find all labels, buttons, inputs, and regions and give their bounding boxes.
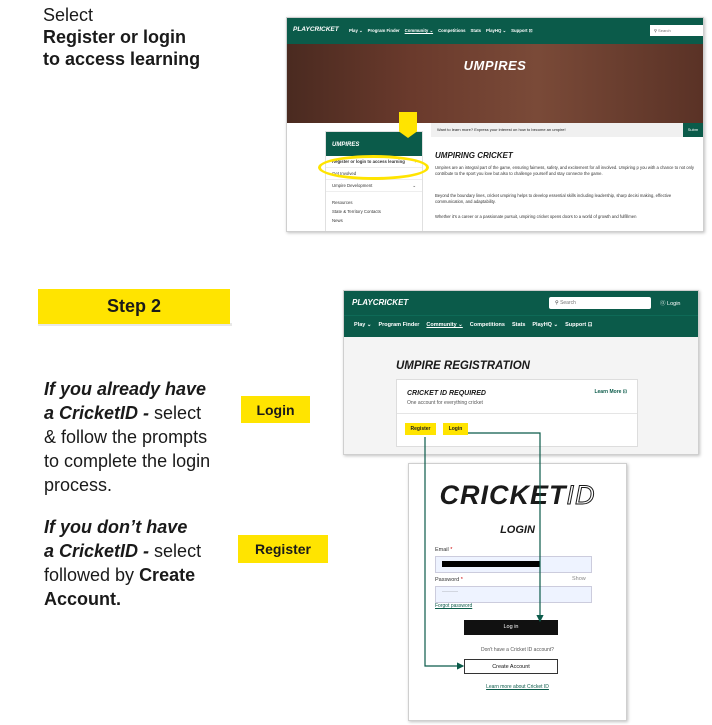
- nav-community[interactable]: Community ⌄: [426, 322, 463, 328]
- para2-create: Create: [139, 565, 196, 585]
- sidebar-item-resources[interactable]: Resources: [332, 200, 353, 205]
- intro-bold-line-2: to access learning: [43, 49, 201, 69]
- password-label-text: Password: [435, 577, 460, 583]
- nav-support[interactable]: Support ⊡: [511, 28, 533, 33]
- nav-community[interactable]: Community ⌄: [404, 28, 434, 33]
- sidebar-item-label: Register or login to access learning: [332, 159, 405, 164]
- divider: [397, 413, 637, 414]
- redacted-email: [442, 561, 540, 567]
- nav-links: [349, 28, 532, 34]
- playcricket-logo: PLAYCRICKET: [293, 26, 339, 33]
- intro-bold-line-1: Register or login: [43, 27, 187, 47]
- chevron-down-icon: ⌄: [412, 171, 416, 176]
- search-icon: ⚲: [555, 300, 561, 306]
- register-instructions: [44, 515, 201, 611]
- login-instructions: [44, 377, 210, 497]
- search-box[interactable]: [549, 297, 651, 309]
- para1-line-4: to complete the login: [44, 451, 211, 471]
- cricket-id-card: [396, 379, 638, 447]
- search-box[interactable]: [650, 25, 704, 36]
- page-title: UMPIRE REGISTRATION: [396, 360, 530, 372]
- body-paragraph-3: Whether it's a career or a passionate pursuit, umpiring cricket opens doors to a world of growth and fulfillmen: [435, 214, 637, 219]
- body-paragraph-1: Umpires are an integral part of the game, ensuring fairness, safety, and excitement for all involved. Umpiring p you with a chance to not only contribute to the sport you love but also to challenge yourself and stay connecte the game.: [435, 165, 694, 176]
- email-label-text: Email: [435, 547, 449, 553]
- password-label: [435, 577, 463, 583]
- login-button-callout: Login: [241, 396, 310, 423]
- email-field[interactable]: [435, 556, 592, 573]
- banner-text: Want to learn more? Express your interest on how to become an umpire!: [437, 127, 566, 132]
- submit-button[interactable]: Subm: [683, 123, 703, 137]
- show-password-toggle[interactable]: Show: [572, 576, 586, 582]
- section-heading: UMPIRING CRICKET: [435, 151, 513, 160]
- para1-select: select: [149, 403, 202, 423]
- sidebar-item-label: Umpire Development: [332, 183, 373, 188]
- nav-competitions[interactable]: Competitions: [438, 28, 466, 33]
- sidebar-item-contacts[interactable]: State & Territory Contacts: [332, 209, 381, 214]
- hero-image: [287, 44, 703, 123]
- no-account-text: Don't have a Cricket ID account?: [481, 647, 554, 653]
- interest-banner: [431, 123, 703, 137]
- para2-italic-1: If you don’t have: [44, 517, 188, 537]
- sidebar-item-umpire-development[interactable]: [326, 180, 422, 192]
- nav-stats[interactable]: Stats: [470, 28, 482, 33]
- search-placeholder: Search: [658, 28, 671, 33]
- para1-italic-2: a CricketID -: [44, 403, 150, 423]
- nav-program-finder[interactable]: Program Finder: [367, 28, 400, 33]
- login-link[interactable]: ⓪ Login: [660, 301, 681, 307]
- nav-competitions[interactable]: Competitions: [469, 322, 505, 328]
- chevron-down-icon: ⌄: [412, 183, 416, 188]
- highlight-circle: [318, 155, 429, 180]
- para2-account: Account.: [44, 589, 122, 609]
- learn-more-link[interactable]: Learn More ⊡: [594, 389, 627, 395]
- top-nav: [287, 18, 703, 44]
- chevron-right-icon: ›: [414, 159, 416, 164]
- screenshot-umpire-registration: [343, 290, 699, 455]
- logo-cricket: CRICKET: [439, 480, 567, 510]
- step-label: Step 2: [38, 289, 230, 324]
- cricket-id-logo: [409, 480, 626, 511]
- nav-links: [354, 322, 592, 328]
- email-label: [435, 547, 452, 553]
- logo-id: ID: [566, 480, 596, 510]
- nav-play[interactable]: Play ⌄: [354, 322, 372, 328]
- search-placeholder: Search: [560, 300, 576, 306]
- password-field[interactable]: [435, 586, 592, 603]
- para1-line-5: process.: [44, 475, 113, 495]
- intro-text: [43, 4, 253, 70]
- para1-italic-1: If you already have: [44, 379, 207, 399]
- login-heading: LOGIN: [500, 524, 535, 536]
- playcricket-logo: PLAYCRICKET: [352, 298, 409, 307]
- required-marker: *: [460, 577, 463, 583]
- para2-select: select: [149, 541, 202, 561]
- card-subtitle: One account for everything cricket: [407, 400, 483, 406]
- card-heading: CRICKET ID REQUIRED: [407, 390, 486, 397]
- nav-playhq[interactable]: PlayHQ ⌄: [486, 28, 507, 33]
- register-button[interactable]: Register: [405, 423, 436, 435]
- login-button[interactable]: Login: [443, 423, 468, 435]
- body-paragraph-2: Beyond the boundary lines, cricket umpiring helps to develop essential skills including leadership, sharp decisi making, effective communication, and adaptability.: [435, 193, 672, 204]
- para2-followed: followed by: [44, 565, 140, 585]
- password-dots: ········: [442, 589, 458, 595]
- nav-stats[interactable]: Stats: [511, 322, 526, 328]
- sidebar: [325, 131, 423, 232]
- nav-program-finder[interactable]: Program Finder: [378, 322, 420, 328]
- sidebar-item-news[interactable]: News: [332, 218, 343, 223]
- required-marker: *: [450, 547, 453, 553]
- search-icon: ⚲: [654, 28, 659, 33]
- sidebar-item-label: Get Involved: [332, 171, 357, 176]
- para2-italic-2: a CricketID -: [44, 541, 150, 561]
- nav-support[interactable]: Support ⊡: [565, 322, 593, 328]
- screenshot-umpires-page: [286, 17, 704, 232]
- create-account-button[interactable]: Create Account: [464, 659, 558, 674]
- forgot-password-link[interactable]: Forgot password: [435, 603, 473, 609]
- sidebar-title: UMPIRES: [326, 132, 422, 156]
- screenshot-cricket-id-login: [408, 463, 627, 721]
- learn-more-cricket-id-link[interactable]: Learn more about Cricket ID: [486, 684, 549, 690]
- log-in-button[interactable]: Log in: [464, 620, 558, 635]
- intro-line: Select: [43, 5, 94, 25]
- register-button-callout: Register: [238, 535, 328, 563]
- nav-play[interactable]: Play ⌄: [349, 28, 363, 33]
- para1-line-3: & follow the prompts: [44, 427, 208, 447]
- hero-title: UMPIRES: [463, 58, 527, 73]
- nav-playhq[interactable]: PlayHQ ⌄: [532, 322, 559, 328]
